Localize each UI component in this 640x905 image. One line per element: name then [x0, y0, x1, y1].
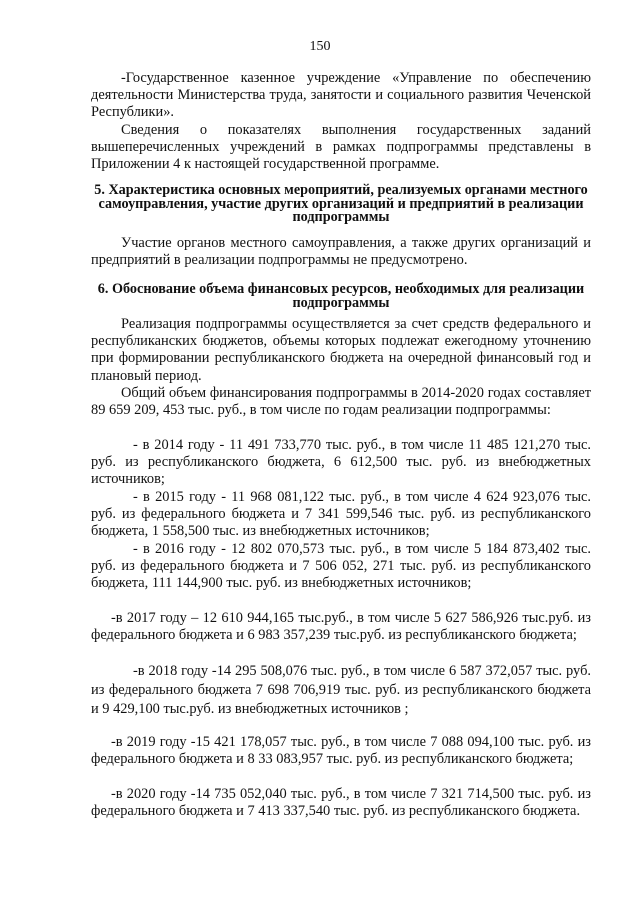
section-6-paragraph-2: Общий объем финансирования подпрограммы в 2014-2020 годах составляет 89 659 209, 453 тыс. руб., в том числе по годам реализации подпрограммы:: [91, 385, 591, 419]
section-5-heading: 5. Характеристика основных мероприятий, реализуемых органами местного самоуправления, участие других организаций и предприятий в реализации подпрограммы: [94, 182, 588, 226]
section-5-text: Участие органов местного самоуправления, а также других организаций и предприятий в реализации подпрограммы не предусмотрено.: [91, 235, 591, 269]
year-2020-item: -в 2020 году -14 735 052,040 тыс. руб., в том числе 7 321 714,500 тыс. руб. из федерального бюджета и 7 413 337,540 тыс. руб. из республиканского бюджета.: [91, 786, 591, 820]
year-2015-item: - в 2015 году - 11 968 081,122 тыс. руб., в том числе 4 624 923,076 тыс. руб. из федерального бюджета и 7 341 599,546 тыс. руб. из республиканского бюджета, 1 558,500 тыс. из внебюджетных источников;: [91, 489, 591, 540]
year-2014-item: - в 2014 году - 11 491 733,770 тыс. руб., в том числе 11 485 121,270 тыс. руб. из республиканского бюджета, 6 612,500 тыс. руб. из внебюджетных источников;: [91, 437, 591, 488]
page-number: 150: [309, 39, 331, 54]
section-6-paragraph-1: Реализация подпрограммы осуществляется за счет средств федерального и республиканских бюджетов, объемы которых подлежат ежегодному уточнению при формировании республиканского бюджета на очередной финансовый год и плановый период.: [91, 316, 591, 384]
year-2018-item: -в 2018 году -14 295 508,076 тыс. руб., в том числе 6 587 372,057 тыс. руб. из федерального бюджета 7 698 706,919 тыс. руб. из республиканского бюджета и 9 429,100 тыс.руб. из внебюджетных источников ;: [91, 663, 591, 717]
year-2017-item: -в 2017 году – 12 610 944,165 тыс.руб., в том числе 5 627 586,926 тыс.руб. из федерального бюджета и 6 983 357,239 тыс.руб. из республиканского бюджета;: [91, 610, 591, 644]
intro-paragraph-2: Сведения о показателях выполнения государственных заданий вышеперечисленных учреждений в рамках подпрограммы представлены в Приложении 4 к настоящей государственной программе.: [91, 122, 591, 173]
year-2016-item: - в 2016 году - 12 802 070,573 тыс. руб., в том числе 5 184 873,402 тыс. руб. из федерального бюджета и 7 506 052, 271 тыс. руб. из республиканского бюджета, 111 144,900 тыс. руб. из внебюджетных источников;: [91, 541, 591, 592]
year-2019-item: -в 2019 году -15 421 178,057 тыс. руб., в том числе 7 088 094,100 тыс. руб. из федерального бюджета и 8 33 083,957 тыс. руб. из республиканского бюджета;: [91, 734, 591, 768]
intro-paragraph-1: -Государственное казенное учреждение «Управление по обеспечению деятельности Министерства труда, занятости и социального развития Чеченской Республики».: [91, 70, 591, 121]
section-6-heading: 6. Обоснование объема финансовых ресурсов, необходимых для реализации подпрограммы: [97, 281, 585, 311]
